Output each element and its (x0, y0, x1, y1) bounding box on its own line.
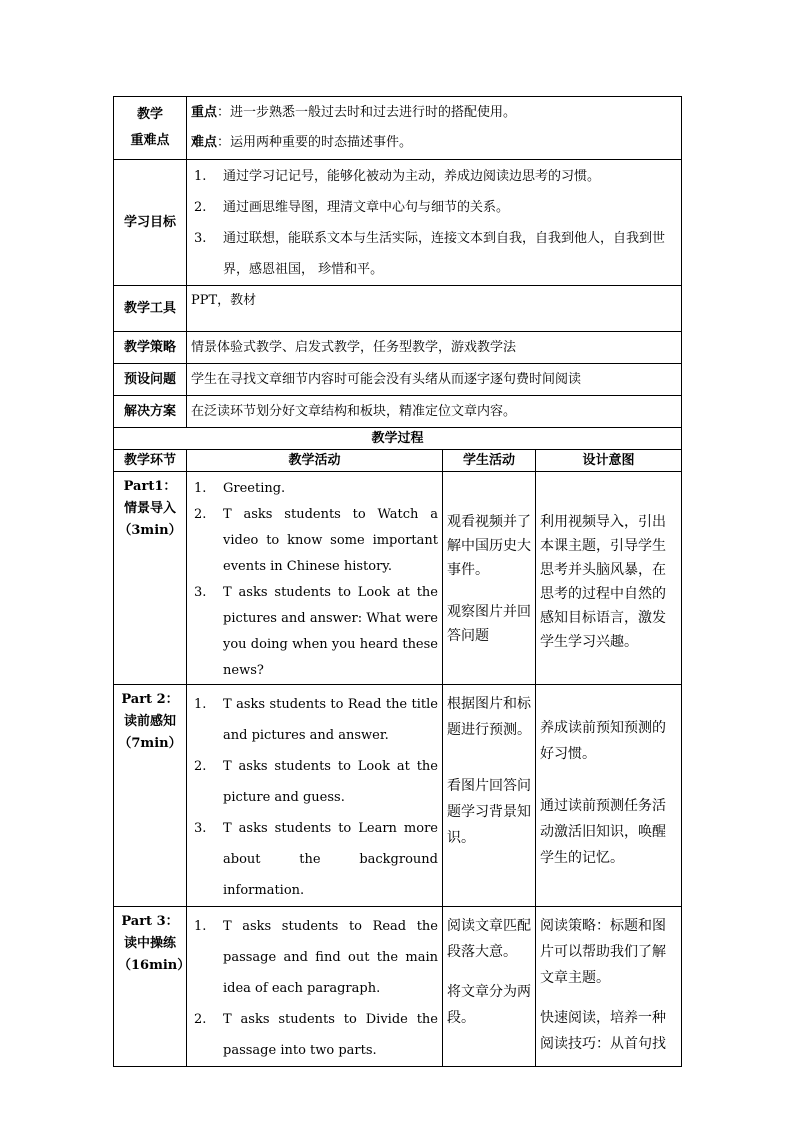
header-design-intent: 设计意图 (536, 450, 682, 472)
student-activity-cell: 根据图片和标题进行预测。 看图片回答问题学习背景知识。 (443, 685, 536, 907)
objectives-row (114, 160, 682, 286)
activity-list (191, 911, 438, 1066)
design-intent-cell: 养成读前预知预测的好习惯。 通过读前预测任务活动激活旧知识，唤醒学生的记忆。 (536, 685, 682, 907)
stage-cell: Part1： 情景导入 （3min） (114, 472, 187, 685)
strategy-row (114, 332, 682, 364)
list-item: 3. T asks students to Learn more about the background information. (194, 821, 438, 898)
problem-label: 预设问题 (114, 364, 187, 396)
list-item: 2. T asks students to Look at the picture and guess. (194, 759, 438, 805)
list-item: 3. T asks students to Look at the pictures and answer: What were you doing when you heard these news? (194, 585, 438, 678)
list-item: 3. 通过联想，能联系文本与生活实际，连接文本到自我，自我到他人，自我到世界，感恩祖国， 珍惜和平。 (194, 230, 666, 277)
stage-cell: Part 3： 读中操练 （16min） (114, 907, 187, 1067)
list-item: 2. T asks students to Watch a video to know some important events in Chinese history. (194, 507, 438, 574)
difficulty-content (187, 97, 682, 160)
student-activity-cell: 阅读文章匹配段落大意。 将文章分为两段。 (443, 907, 536, 1067)
key-point: 重点：进一步熟悉一般过去时和过去进行时的搭配使用。 (191, 105, 517, 120)
list-item: 1. T asks students to Read the title and pictures and answer. (194, 697, 438, 743)
tools-value: PPT，教材 (187, 286, 682, 332)
tools-label: 教学工具 (114, 286, 187, 332)
objectives-list (191, 161, 677, 285)
teacher-activity-cell (187, 907, 443, 1067)
problem-row (114, 364, 682, 396)
process-title-row (114, 428, 682, 450)
list-item: 1. Greeting. (194, 481, 286, 496)
process-header-row (114, 450, 682, 472)
objectives-content (187, 160, 682, 286)
activity-list (191, 476, 438, 684)
header-student-activity: 学生活动 (443, 450, 536, 472)
strategy-value: 情景体验式教学、启发式教学，任务型教学，游戏教学法 (187, 332, 682, 364)
list-item: 1. T asks students to Read the passage and find out the main idea of each paragraph. (194, 919, 438, 996)
lesson-plan-table (113, 96, 682, 1067)
problem-value: 学生在寻找文章细节内容时可能会没有头绪从而逐字逐句费时间阅读 (187, 364, 682, 396)
difficulty-row (114, 97, 682, 160)
strategy-label: 教学策略 (114, 332, 187, 364)
solution-value: 在泛读环节划分好文章结构和板块，精准定位文章内容。 (187, 396, 682, 428)
table-row (114, 907, 682, 1067)
solution-row (114, 396, 682, 428)
header-teacher-activity: 教学活动 (187, 450, 443, 472)
list-item: 2. 通过画思维导图，理清文章中心句与细节的关系。 (194, 199, 510, 215)
teacher-activity-cell (187, 472, 443, 685)
objectives-label: 学习目标 (114, 160, 187, 286)
list-item: 1. 通过学习记记号，能够化被动为主动，养成边阅读边思考的习惯。 (194, 168, 601, 184)
table-row (114, 472, 682, 685)
difficulty-label: 教学 重难点 (114, 97, 187, 160)
design-intent-cell: 利用视频导入，引出本课主题，引导学生思考并头脑风暴，在思考的过程中自然的感知目标语言，激发学生学习兴趣。 (536, 472, 682, 685)
solution-label: 解决方案 (114, 396, 187, 428)
tools-row (114, 286, 682, 332)
teacher-activity-cell (187, 685, 443, 907)
stage-cell: Part 2： 读前感知 （7min） (114, 685, 187, 907)
table-row (114, 685, 682, 907)
activity-list (191, 689, 438, 906)
hard-point: 难点：运用两种重要的时态描述事件。 (191, 135, 413, 150)
list-item: 2. T asks students to Divide the passage into two parts. (194, 1012, 438, 1058)
student-activity-cell: 观看视频并了解中国历史大事件。 观察图片并回答问题 (443, 472, 536, 685)
process-title: 教学过程 (114, 428, 682, 450)
header-stage: 教学环节 (114, 450, 187, 472)
design-intent-cell: 阅读策略：标题和图片可以帮助我们了解文章主题。 快速阅读，培养一种阅读技巧：从首句找 (536, 907, 682, 1067)
